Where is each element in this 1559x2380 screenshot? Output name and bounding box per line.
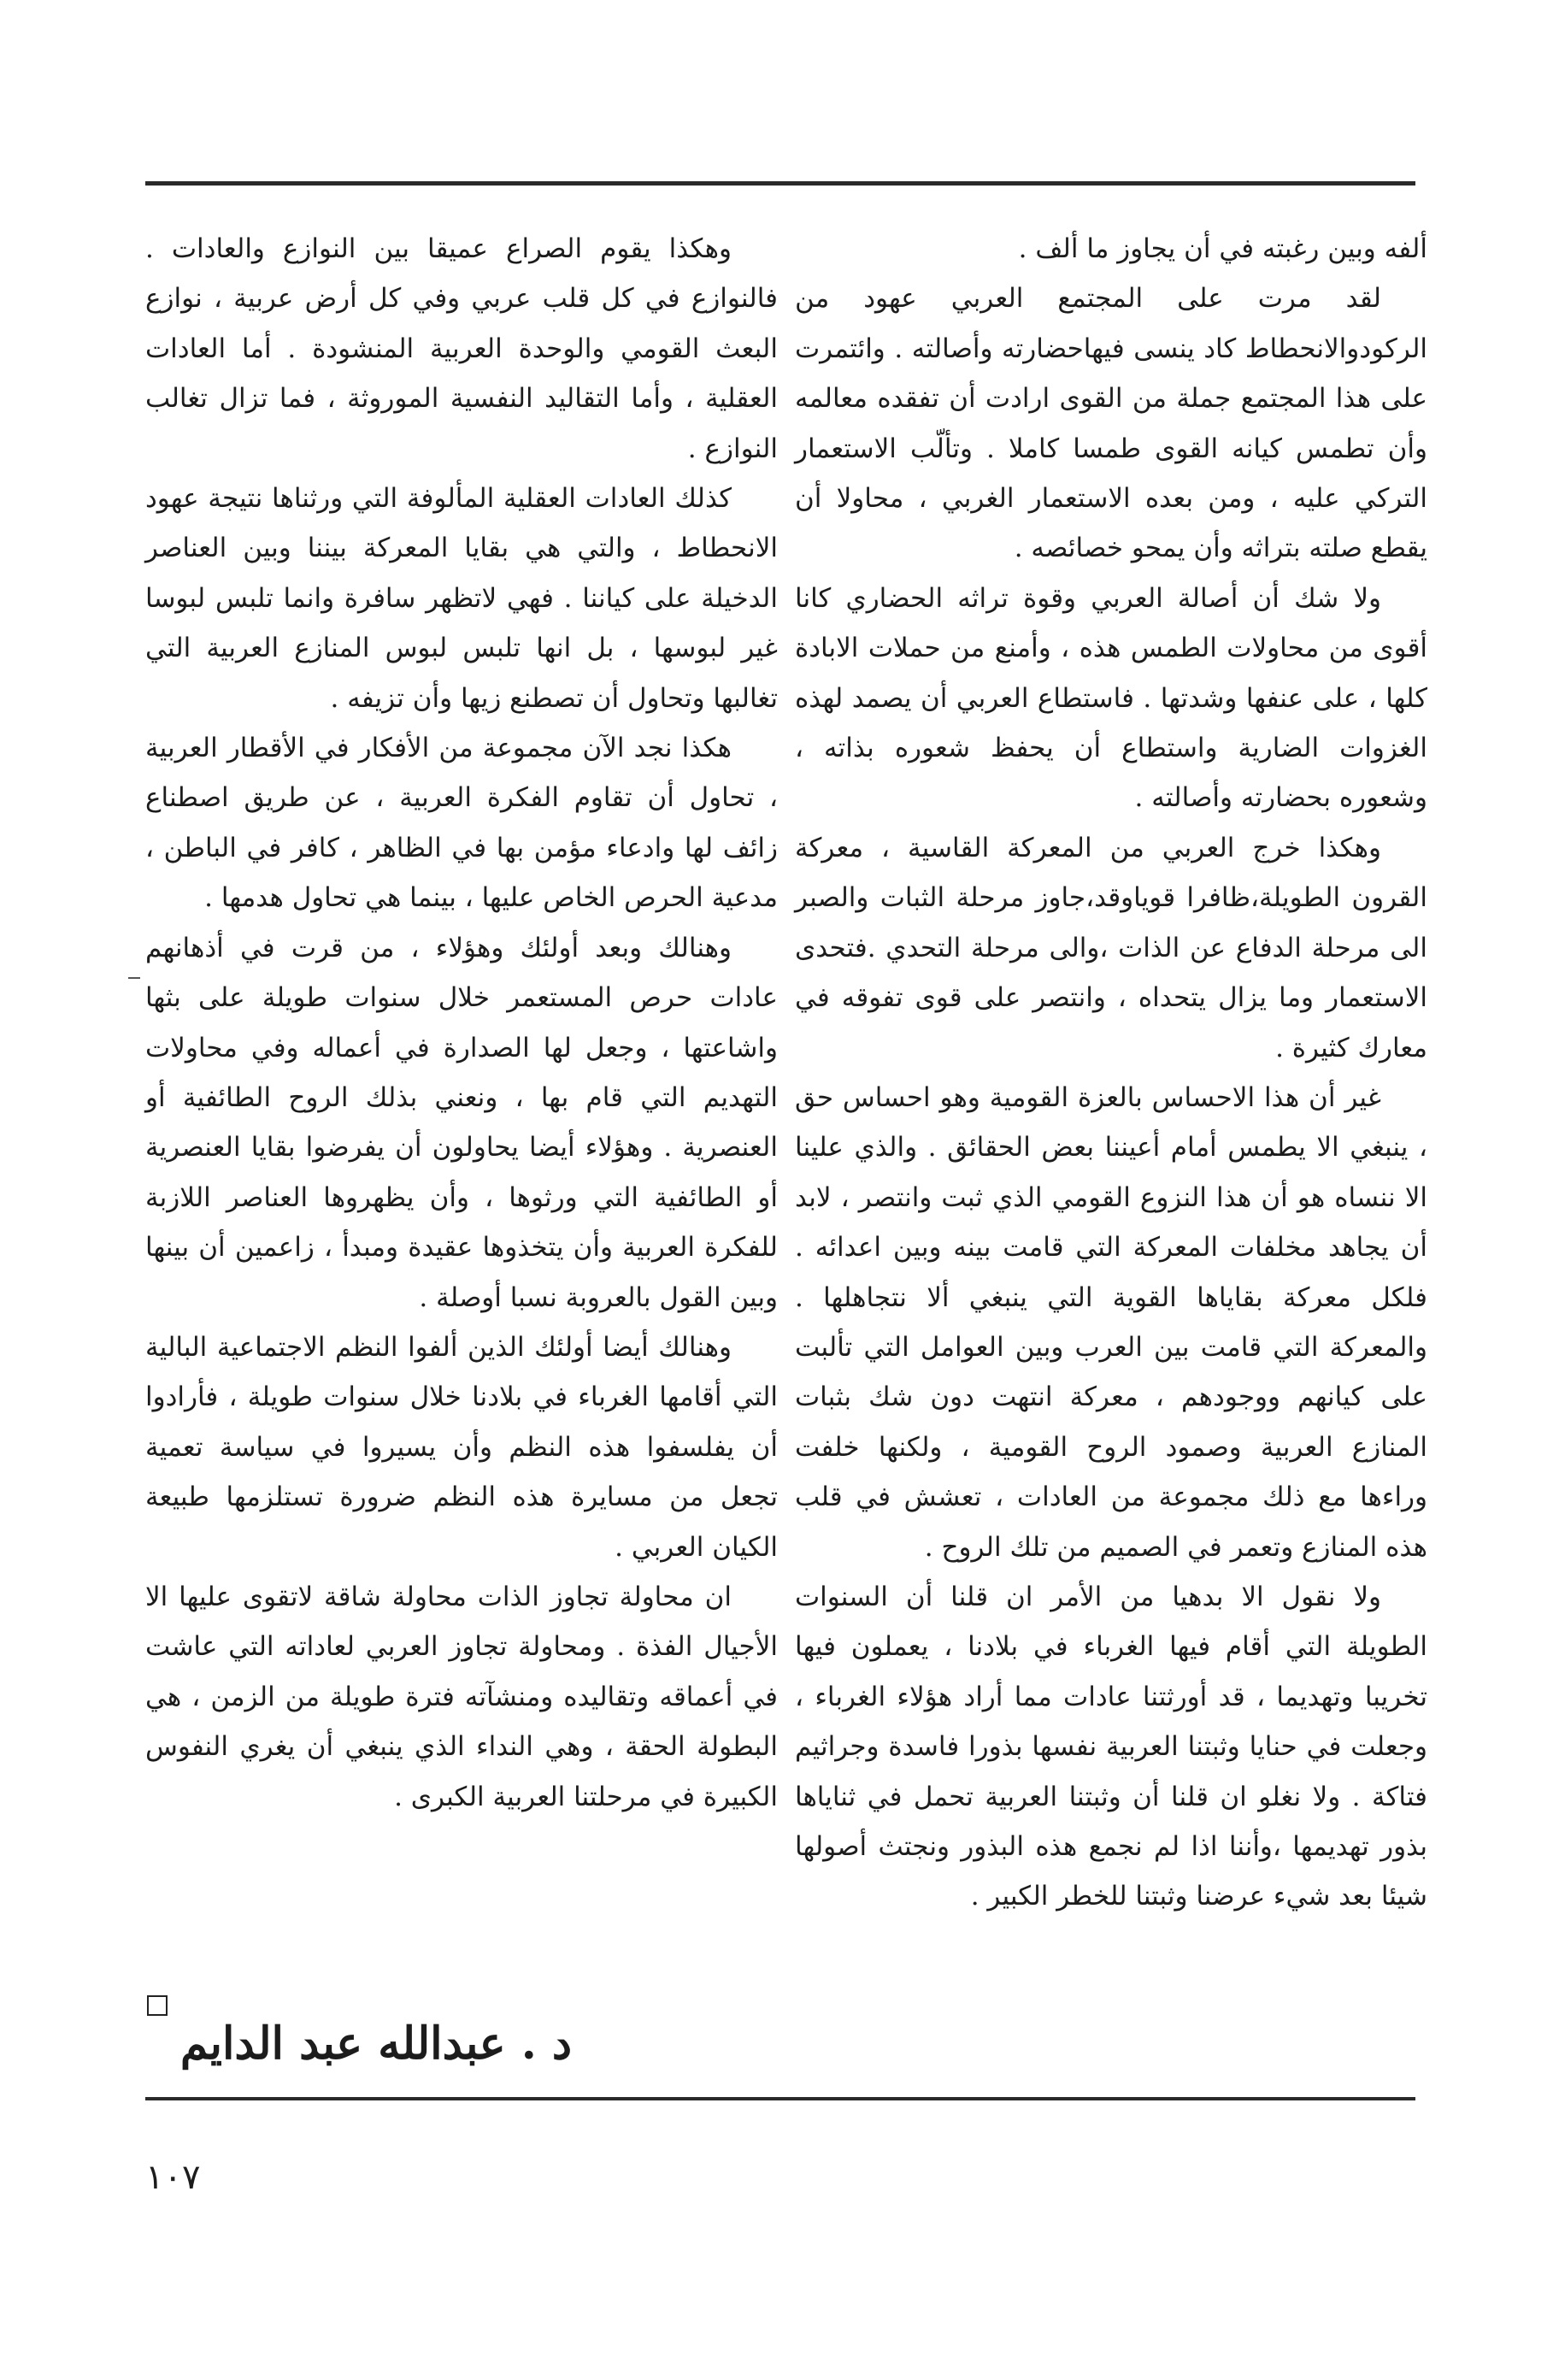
article-column-left [145, 224, 778, 1822]
paragraph: وهكذا يقوم الصراع عميقا بين النوازع والعادات . فالنوازع في كل قلب عربي وفي كل أرض عربية ، نوازع البعث القومي والوحدة العربية المنشودة . أما العادات العقلية ، وأما التقاليد النفسية الموروثة ، فما تزال تغالب النوازع . [145, 233, 778, 464]
paragraph: وهكذا خرج العربي من المعركة القاسية ، معركة القرون الطويلة،ظافرا قوياوقد،جاوز مرحلة الثبات والصبر الى مرحلة الدفاع عن الذات ،والى مرحلة التحدي .فتحدى الاستعمار وما يزال يتحداه ، وانتصر على قوى تفوقه في معارك كثيرة . [795, 832, 1427, 1063]
margin-mark [128, 977, 140, 979]
bottom-rule [145, 2097, 1415, 2100]
paragraph: وهنالك وبعد أولئك وهؤلاء ، من قرت في أذهانهم عادات حرص المستعمر خلال سنوات طويلة على بثها واشاعتها ، وجعل لها الصدارة في أعماله وفي محاولات التهديم التي قام بها ، ونعني بذلك الروح الطائفية أو العنصرية . وهؤلاء أيضا يحاولون أن يفرضوا بقايا العنصرية أو الطائفية التي ورثوها ، وأن يظهروها العناصر اللازبة للفكرة العربية وأن يتخذوها عقيدة ومبدأ ، زاعمين أن بينها وبين القول بالعروبة نسبا أوصلة . [145, 932, 778, 1313]
paragraph: كذلك العادات العقلية المألوفة التي ورثناها نتيجة عهود الانحطاط ، والتي هي بقايا المعركة بيننا وبين العناصر الدخيلة على كياننا . فهي لاتظهر سافرة وانما تلبس لبوسا غير لبوسها ، بل انها تلبس لبوس المنازع العربية التي تغالبها وتحاول أن تصطنع زيها وأن تزيفه . [145, 483, 778, 714]
paragraph: ان محاولة تجاوز الذات محاولة شاقة لاتقوى عليها الا الأجيال الفذة . ومحاولة تجاوز العربي لعاداته التي عاشت في أعماقه وتقاليده ومنشآته فترة طويلة من الزمن ، هي البطولة الحقة ، وهي النداء الذي ينبغي أن يغري النفوس الكبيرة في مرحلتنا العربية الكبرى . [145, 1581, 778, 1812]
paragraph: ولا شك أن أصالة العربي وقوة تراثه الحضاري كانا أقوى من محاولات الطمس هذه ، وأمنع من حملات الابادة كلها ، على عنفها وشدتها . فاستطاع العربي أن يصمد لهذه الغزوات الضارية واستطاع أن يحفظ شعوره بذاته ، وشعوره بحضارته وأصالته . [795, 582, 1427, 814]
paragraph: ولا نقول الا بدهيا من الأمر ان قلنا أن السنوات الطويلة التي أقام فيها الغرباء في بلادنا ، يعملون فيها تخريبا وتهديما ، قد أورثتنا عادات مما أراد هؤلاء الغرباء ، وجعلت في حنايا وثبتنا العربية نفسها بذورا فاسدة وجراثيم فتاكة . ولا نغلو ان قلنا أن وثبتنا العربية تحمل في ثناياها بذور تهديمها ،وأننا اذا لم نجمع هذه البذور ونجتث أصولها شيئا بعد شيء عرضنا وثبتنا للخطر الكبير . [795, 1581, 1427, 1912]
paragraph: وهنالك أيضا أولئك الذين ألفوا النظم الاجتماعية البالية التي أقامها الغرباء في بلادنا خلال سنوات طويلة ، فأرادوا أن يفلسفوا هذه النظم وأن يسيروا في سياسة تعمية تجعل من مسايرة هذه النظم ضرورة تستلزمها طبيعة الكيان العربي . [145, 1331, 778, 1563]
end-of-article-box-icon [147, 1995, 168, 2016]
top-rule [145, 181, 1415, 186]
article-column-right [795, 224, 1427, 1922]
paragraph: ألفه وبين رغبته في أن يجاوز ما ألف . [1018, 233, 1427, 264]
page-number: ١٠٧ [145, 2158, 201, 2197]
paragraph: لقد مرت على المجتمع العربي عهود من الركودوالانحطاط كاد ينسى فيهاحضارته وأصالته . وائتمرت على هذا المجتمع جملة من القوى ارادت أن تفقده معالمه وأن تطمس كيانه القوى طمسا كاملا . وتألّب الاستعمار التركي عليه ، ومن بعده الاستعمار الغربي ، محاولا أن يقطع صلته بتراثه وأن يمحو خصائصه . [795, 283, 1427, 564]
author-signature: د . عبدالله عبد الدايم [179, 2018, 573, 2070]
paragraph: هكذا نجد الآن مجموعة من الأفكار في الأقطار العربية ، تحاول أن تقاوم الفكرة العربية ، عن طريق اصطناع زائف لها وادعاء مؤمن بها في الظاهر ، كافر في الباطن ، مدعية الحرص الخاص عليها ، بينما هي تحاول هدمها . [145, 733, 778, 914]
paragraph: غير أن هذا الاحساس بالعزة القومية وهو احساس حق ، ينبغي الا يطمس أمام أعيننا بعض الحقائق . والذي علينا الا ننساه هو أن هذا النزوع القومي الذي ثبت وانتصر ، لابد أن يجاهد مخلفات المعركة التي قامت بينه وبين اعدائه . فلكل معركة بقاياها القوية التي ينبغي ألا نتجاهلها . والمعركة التي قامت بين العرب وبين العوامل التي تألبت على كيانهم ووجودهم ، معركة انتهت دون شك بثبات المنازع العربية وصمود الروح القومية ، ولكنها خلفت وراءها مع ذلك مجموعة من العادات ، تعشش في قلب هذه المنازع وتعمر في الصميم من تلك الروح . [795, 1081, 1427, 1563]
